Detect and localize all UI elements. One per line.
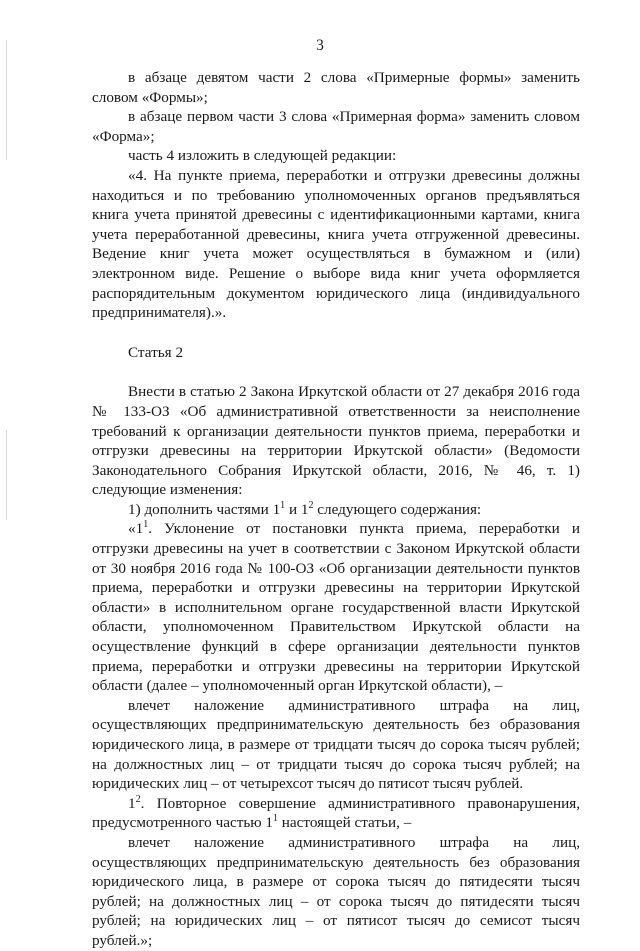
part-1-1: «$1^1$. Уклонение от постановки пункта приема, переработки и отгрузки древесины на учет в соответствии с Законом Иркутской области от 30 ноября 2016 года № 100-ОЗ «Об организации деятельности пунктов приема, переработки и отгрузки древесины на территории Иркутской области» в исполнительном органе государственной власти Иркутской области, уполномоченном Правительством Иркутской области на осуществление функций в сфере организации деятельности пунктов приема, переработки и отгрузки древесины на территории Иркутской области (далее – уполномоченный орган Иркутской области), –: [92, 519, 580, 695]
penalty-paragraph: влечет наложение административного штрафа на лиц, осуществляющих предпринимательскую деятельность без образования юридического лица, в размере от сорока тысяч до пятидесяти тысяч рублей; на должностных лиц – от сорока тысяч до пятидесяти тысяч рублей; на юридических лиц – от пятисот тысяч до семисот тысяч рублей.»;: [92, 833, 580, 949]
part-1-2: $1^2$. Повторное совершение административного правонарушения, предусмотренного частью $1^1$ настоящей статьи, –: [92, 793, 580, 832]
scan-margin-mark: [6, 40, 7, 160]
paragraph: «4. На пункте приема, переработки и отгрузки древесины должны находиться и по требованию уполномоченных органов предъявляться книга учета принятой древесины с идентификационными картами, книга учета переработанной древесины, книга учета отгруженной древесины. Ведение книг учета может осуществляться в бумажном и (или) электронном виде. Решение о выборе вида книг учета оформляется распорядительным документом юридического лица (индивидуального предпринимателя).».: [92, 166, 580, 322]
paragraph: в абзаце первом части 3 слова «Примерная форма» заменить словом «Форма»;: [92, 108, 580, 145]
page-number: 3: [316, 37, 324, 54]
item-1: 1) дополнить частями $1^1$ и $1^2$ следующего содержания:: [128, 499, 482, 518]
document-body: [92, 68, 580, 951]
paragraph: в абзаце девятом части 2 слова «Примерные формы» заменить словом «Формы»;: [92, 69, 580, 106]
article-intro: Внести в статью 2 Закона Иркутской области от 27 декабря 2016 года № 133-ОЗ «Об административной ответственности за неисполнение требований к организации деятельности пунктов приема, переработки и отгрузки древесины на территории Иркутской области» (Ведомости Законодательного Собрания Иркутской области, 2016, № 46, т. 1) следующие изменения:: [92, 383, 580, 499]
scan-margin-mark: [6, 430, 7, 520]
paragraph: часть 4 изложить в следующей редакции:: [128, 147, 397, 165]
penalty-paragraph: влечет наложение административного штрафа на лиц, осуществляющих предпринимательскую деятельность без образования юридического лица, в размере от тридцати тысяч до сорока тысяч рублей; на должностных лиц – от тридцати тысяч до сорока тысяч рублей; на юридических лиц – от четырехсот тысяч до пятисот тысяч рублей.: [92, 696, 580, 793]
article-heading: Статья 2: [128, 343, 184, 361]
